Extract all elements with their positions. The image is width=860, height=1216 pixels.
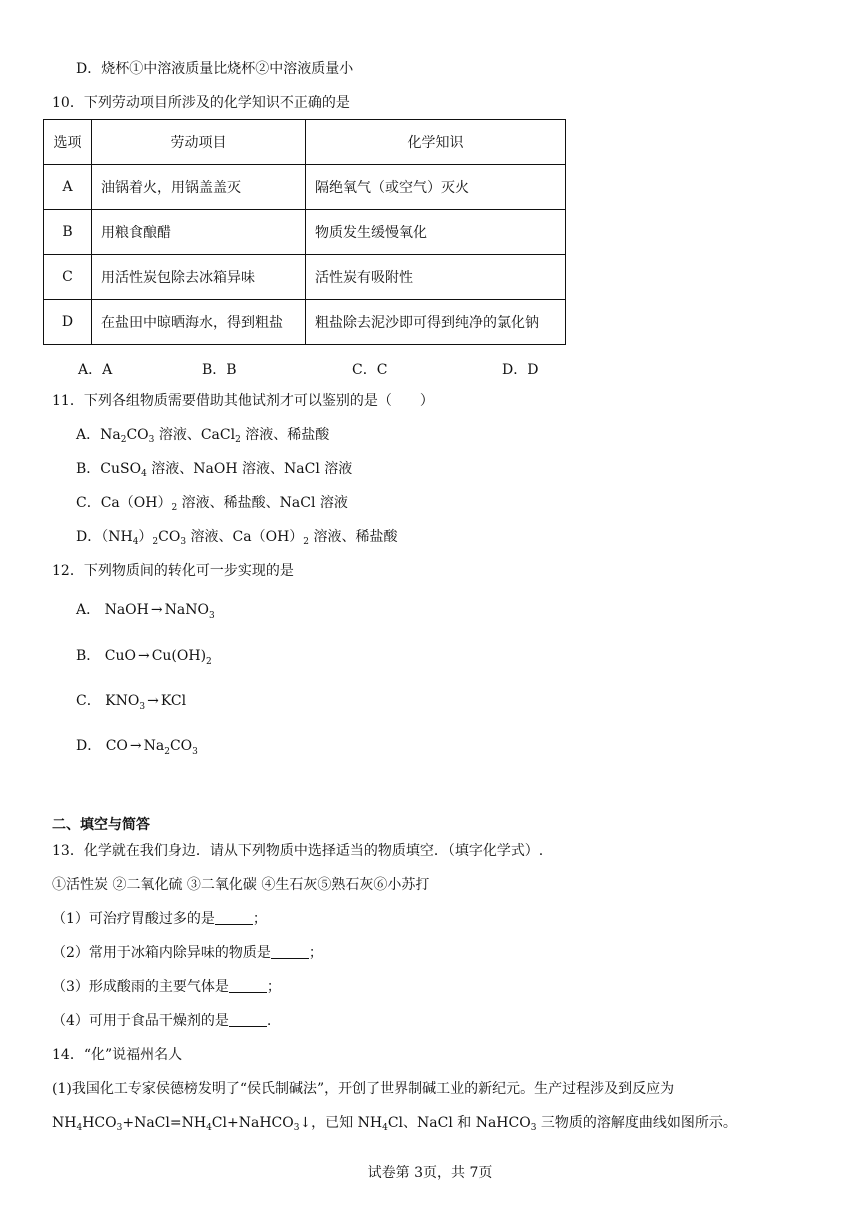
table-cell-option: B bbox=[44, 210, 92, 255]
q10-option-d: D．D bbox=[502, 362, 539, 378]
table-header-cell: 选项 bbox=[44, 120, 92, 165]
table-row bbox=[44, 255, 566, 300]
q10-option-a: A．A bbox=[78, 362, 113, 378]
q13-item-2: （2）常用于冰箱内除异味的物质是 ； bbox=[52, 945, 323, 961]
q12-option-b: B． CuO → $Cu(OH)_2$ bbox=[76, 648, 212, 667]
q10-table bbox=[43, 119, 566, 345]
q10-stem: 10．下列劳动项目所涉及的化学知识不正确的是 bbox=[52, 95, 350, 111]
q9-option-d: D．烧杯①中溶液质量比烧杯②中溶液质量小 bbox=[76, 61, 354, 77]
q12-option-d: D． CO → $Na_2CO_3$ bbox=[76, 738, 198, 757]
table-header-cell: 化学知识 bbox=[306, 120, 566, 165]
section-title: 二、填空与简答 bbox=[52, 817, 150, 833]
q13-item-1: （1）可治疗胃酸过多的是 ； bbox=[52, 911, 267, 927]
q12-option-c: C． $KNO_3$ → KCl bbox=[76, 693, 187, 712]
table-cell-project: 油锅着火，用锅盖盖灭 bbox=[92, 165, 306, 210]
arrow-icon: → bbox=[147, 693, 159, 709]
table-cell-knowledge: 物质发生缓慢氧化 bbox=[306, 210, 566, 255]
table-cell-knowledge: 隔绝氧气（或空气）灭火 bbox=[306, 165, 566, 210]
table-row bbox=[44, 165, 566, 210]
table-header-cell: 劳动项目 bbox=[92, 120, 306, 165]
q11-stem: 11．下列各组物质需要借助其他试剂才可以鉴别的是（ ） bbox=[52, 393, 434, 409]
q14-part1-line2: $NH_4HCO_3+NaCl=NH_4Cl+NaHCO_3↓$，已知 $NH_4Cl$、NaCl 和 NaHCO$_3$ 三物质的溶解度曲线如图所示。 bbox=[52, 1115, 737, 1133]
answer-blank[interactable] bbox=[229, 979, 267, 993]
q13-stem: 13．化学就在我们身边．请从下列物质中选择适当的物质填空．（填字化学式）. bbox=[52, 843, 544, 859]
table-cell-project: 用活性炭包除去冰箱异味 bbox=[92, 255, 306, 300]
table-cell-project: 用粮食酿醋 bbox=[92, 210, 306, 255]
table-cell-option: C bbox=[44, 255, 92, 300]
q13-item-4: （4）可用于食品干燥剂的是 . bbox=[52, 1013, 272, 1029]
q14-stem: 14．“化”说福州名人 bbox=[52, 1047, 183, 1063]
arrow-icon: → bbox=[129, 738, 142, 754]
q12-option-a: A． NaOH → NaNO$_3$ bbox=[76, 602, 215, 621]
table-header-row bbox=[44, 120, 566, 165]
table-cell-option: A bbox=[44, 165, 92, 210]
q10-option-c: C．C bbox=[352, 362, 388, 378]
table-cell-option: D bbox=[44, 300, 92, 345]
arrow-icon: → bbox=[137, 648, 150, 664]
q14-part1-line1: (1)我国化工专家侯德榜发明了“侯氏制碱法”，开创了世界制碱工业的新纪元。生产过程涉及到反应为 bbox=[52, 1081, 675, 1097]
q11-option-a: A．$Na_2CO_3$ 溶液、CaCl$_2$ 溶液、稀盐酸 bbox=[76, 427, 330, 445]
answer-blank[interactable] bbox=[271, 945, 309, 959]
table-row bbox=[44, 210, 566, 255]
q13-item-3: （3）形成酸雨的主要气体是 ； bbox=[52, 979, 281, 995]
answer-blank[interactable] bbox=[229, 1013, 267, 1027]
q11-option-d: D．$(NH_4)_2CO_3$ 溶液、$Ca(OH)_2$ 溶液、稀盐酸 bbox=[76, 529, 398, 547]
q10-option-b: B．B bbox=[202, 362, 237, 378]
q13-substance-list: ①活性炭 ②二氧化硫 ③二氧化碳 ④生石灰⑤熟石灰⑥小苏打 bbox=[52, 877, 430, 893]
page-footer: 试卷第 3页，共 7页 bbox=[367, 1165, 493, 1181]
q12-stem: 12．下列物质间的转化可一步实现的是 bbox=[52, 563, 294, 579]
arrow-icon: → bbox=[150, 602, 163, 618]
table-cell-knowledge: 粗盐除去泥沙即可得到纯净的氯化钠 bbox=[306, 300, 566, 345]
table-cell-project: 在盐田中晾晒海水，得到粗盐 bbox=[92, 300, 306, 345]
table-cell-knowledge: 活性炭有吸附性 bbox=[306, 255, 566, 300]
table-row bbox=[44, 300, 566, 345]
q11-option-c: C．$Ca(OH)_2$ 溶液、稀盐酸、NaCl 溶液 bbox=[76, 495, 348, 513]
q11-option-b: B．CuSO$_4$ 溶液、NaOH 溶液、NaCl 溶液 bbox=[76, 461, 353, 479]
answer-blank[interactable] bbox=[215, 911, 253, 925]
